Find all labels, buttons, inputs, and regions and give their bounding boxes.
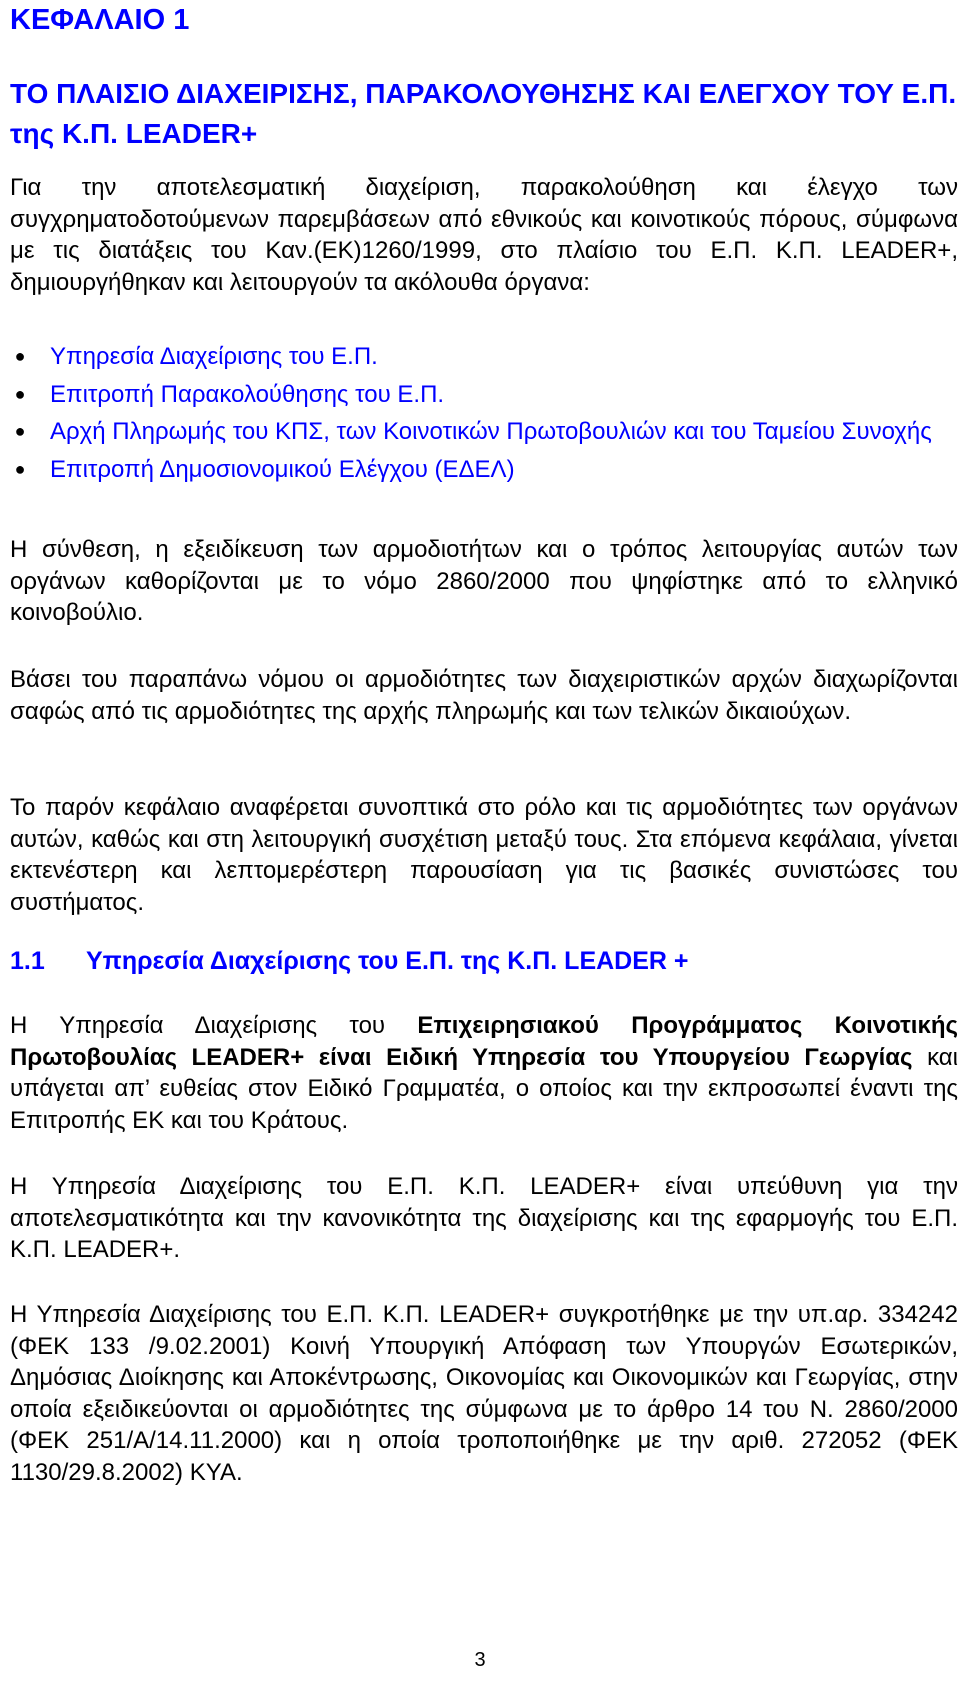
bullet-icon: ● (14, 383, 26, 404)
list-item-text: Αρχή Πληρωμής του ΚΠΣ, των Κοινοτικών Πρωτοβουλιών και του Ταμείου Συνοχής (50, 418, 932, 445)
bullet-icon: ● (14, 458, 26, 479)
service-definition-bold: Επιχειρησιακού Προγράμματος Κοινοτικής Πρωτοβουλίας LEADER+ είναι Ειδική Υπηρεσία του Υπουργείου Γεωργίας (10, 1012, 958, 1071)
list-item-text: Επιτροπή Παρακολούθησης του Ε.Π. (50, 380, 445, 408)
list-item (10, 379, 958, 411)
establishment-paragraph: Η Υπηρεσία Διαχείρισης του Ε.Π. Κ.Π. LEADER+ συγκροτήθηκε με την υπ.αρ. 334242 (ΦΕΚ 133 /9.02.2001) Κοινή Υπουργική Απόφαση των Υπουργών Εσωτερικών, Δημόσιας Διοίκησης και Αποκέντρωσης, Οικονομίας και Οικονομικών και Γεωργίας, στην οποία εξειδικεύονται οι αρμοδιότητες της σύμφωνα με το άρθρο 14 του Ν. 2860/2000 (ΦΕΚ 251/Α/14.11.2000) και η οποία τροποποιήθηκε με την αριθ. 272052 (ΦΕΚ 1130/29.8.2002) ΚΥΑ. (10, 1301, 958, 1486)
section-title: Υπηρεσία Διαχείρισης του Ε.Π. της Κ.Π. LEADER + (86, 947, 689, 975)
list-item (10, 416, 958, 448)
service-definition-prefix: Η Υπηρεσία Διαχείρισης του (10, 1012, 418, 1039)
separation-paragraph: Βάσει του παραπάνω νόμου οι αρμοδιότητες των διαχειριστικών αρχών διαχωρίζονται σαφώς από τις αρμοδιότητες της αρχής πληρωμής και των τελικών δικαιούχων. (10, 666, 958, 725)
page-number: 3 (474, 1649, 486, 1671)
chapter-title: ΤΟ ΠΛΑΙΣΙΟ ΔΙΑΧΕΙΡΙΣΗΣ, ΠΑΡΑΚΟΛΟΥΘΗΣΗΣ ΚΑΙ ΕΛΕΓΧΟΥ ΤΟΥ Ε.Π. της Κ.Π. LEADER+ (10, 78, 957, 149)
bodies-list (10, 341, 958, 491)
bullet-icon: ● (14, 346, 26, 366)
service-definition-paragraph (10, 1010, 958, 1136)
list-item (10, 454, 958, 486)
list-item-text: Υπηρεσία Διαχείρισης του Ε.Π. (50, 343, 378, 370)
chapter-summary-paragraph: Το παρόν κεφάλαιο αναφέρεται συνοπτικά στο ρόλο και τις αρμοδιότητες των οργάνων αυτών, καθώς και στη λειτουργική συσχέτιση μεταξύ τους. Στα επόμενα κεφάλαια, γίνεται εκτενέστερη και λεπτομερέστερη παρουσίαση για τις βασικές συνιστώσες του συστήματος. (10, 794, 958, 916)
service-definition-suffix: και υπάγεται απ’ ευθείας στον Ειδικό Γραμματέα, ο οποίος και την εκπροσωπεί έναντι της Επιτροπής ΕΚ και του Κράτους. (10, 1043, 958, 1134)
list-item (10, 341, 958, 373)
composition-paragraph: Η σύνθεση, η εξειδίκευση των αρμοδιοτήτων και ο τρόπος λειτουργίας αυτών των οργάνων καθορίζονται με το νόμο 2860/2000 που ψηφίστηκε από το ελληνικό κοινοβούλιο. (10, 536, 958, 626)
intro-paragraph: Για την αποτελεσματική διαχείριση, παρακολούθηση και έλεγχο των συγχρηματοδοτούμενων παρεμβάσεων από εθνικούς και κοινοτικούς πόρους, σύμφωνα με τις διατάξεις του Καν.(ΕΚ)1260/1999, στο πλαίσιο του Ε.Π. Κ.Π. LEADER+, δημιουργήθηκαν και λειτουργούν τα ακόλουθα όργανα: (10, 174, 958, 296)
responsibility-paragraph: Η Υπηρεσία Διαχείρισης του Ε.Π. Κ.Π. LEADER+ είναι υπεύθυνη για την αποτελεσματικότητα και την κανονικότητα της διαχείρισης και της εφαρμογής του Ε.Π. Κ.Π. LEADER+. (10, 1173, 958, 1263)
bullet-icon: ● (14, 421, 26, 441)
section-number: 1.1 (10, 947, 45, 975)
chapter-label: ΚΕΦΑΛΑΙΟ 1 (10, 4, 190, 36)
section-heading (10, 944, 958, 978)
list-item-text: Επιτροπή Δημοσιονομικού Ελέγχου (ΕΔΕΛ) (50, 455, 515, 483)
